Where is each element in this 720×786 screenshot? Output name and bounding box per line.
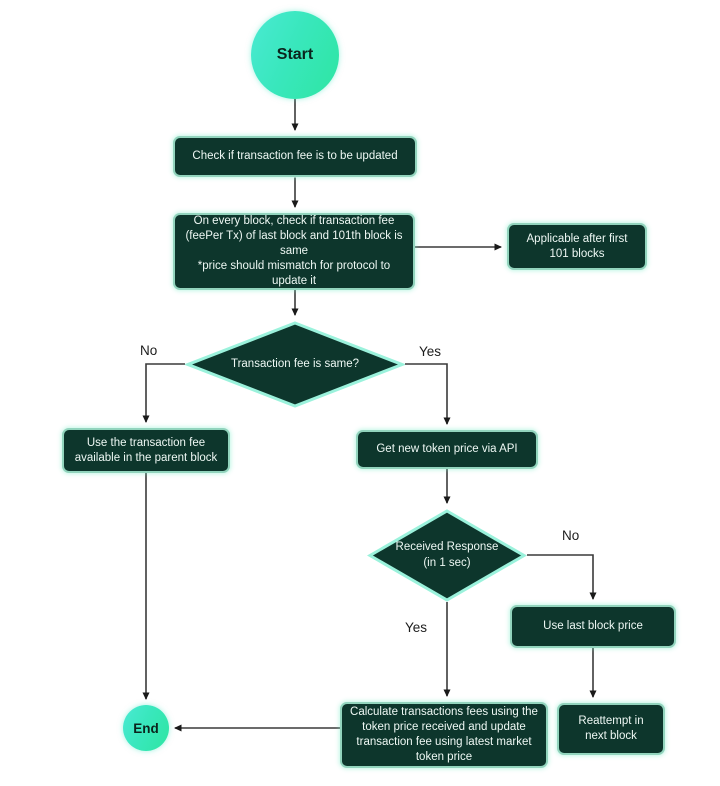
end-node bbox=[123, 705, 169, 751]
edge-label-response-no: No bbox=[562, 528, 580, 543]
edge-label-fee-same-yes: Yes bbox=[419, 344, 442, 359]
process-check-fee bbox=[173, 136, 417, 177]
process-reattempt bbox=[557, 703, 665, 755]
edge-label-response-yes: Yes bbox=[405, 620, 428, 635]
process-calculate-label: Calculate transactions fees using the token price received and update transaction fee using latest market token price bbox=[350, 706, 538, 763]
process-reattempt-label: Reattempt in next block bbox=[578, 715, 644, 742]
process-use-last-price bbox=[510, 605, 676, 648]
note-applicable-label: Applicable after first 101 blocks bbox=[526, 232, 628, 260]
decision-fee-same bbox=[185, 321, 405, 408]
process-on-every-block bbox=[173, 213, 415, 290]
decision-received-response-line1: Received Response bbox=[395, 540, 499, 553]
process-use-parent-fee bbox=[62, 428, 230, 473]
process-get-token-price bbox=[356, 430, 538, 469]
process-use-last-price-label: Use last block price bbox=[543, 620, 643, 633]
end-label: End bbox=[133, 720, 159, 736]
edge-label-fee-same-no: No bbox=[140, 343, 158, 358]
start-node bbox=[251, 11, 339, 99]
process-on-every-block-line1: On every block, check if transaction fee (feePer Tx) of last block and 101th block is same bbox=[185, 215, 403, 258]
decision-fee-same-label: Transaction fee is same? bbox=[230, 357, 360, 370]
process-on-every-block-line2: *price should mismatch for protocol to update it bbox=[197, 259, 391, 287]
process-calculate bbox=[340, 702, 548, 768]
process-use-parent-fee-label: Use the transaction fee available in the parent block bbox=[74, 436, 218, 464]
process-check-fee-label: Check if transaction fee is to be updated bbox=[192, 150, 398, 163]
process-get-token-price-label: Get new token price via API bbox=[376, 443, 518, 456]
note-applicable bbox=[507, 223, 647, 270]
start-label: Start bbox=[276, 46, 314, 63]
decision-received-response-line2: (in 1 sec) bbox=[423, 556, 471, 569]
decision-received-response bbox=[367, 509, 527, 602]
